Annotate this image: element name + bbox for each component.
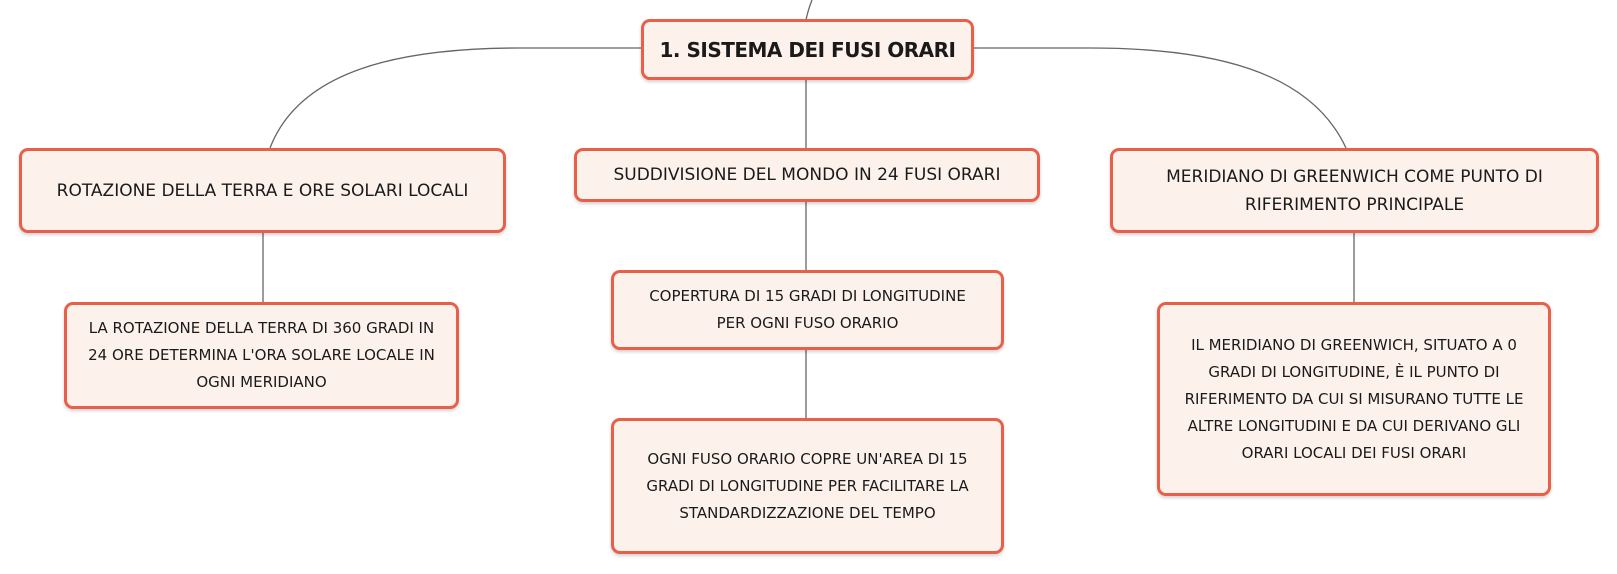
leaf-node-ogni-fuso-orario[interactable]	[611, 418, 1004, 554]
branch-node-rotazione[interactable]	[19, 148, 506, 233]
leaf-node-label: OGNI FUSO ORARIO COPRE UN'AREA DI 15 GRADI DI LONGITUDINE PER FACILITARE LA STANDARDIZZAZIONE DEL TEMPO	[646, 449, 969, 522]
connector-root-parent	[806, 0, 812, 20]
branch-node-label: MERIDIANO DI GREENWICH COME PUNTO DI RIFERIMENTO PRINCIPALE	[1166, 166, 1543, 215]
branch-node-label: ROTAZIONE DELLA TERRA E ORE SOLARI LOCALI	[56, 180, 469, 201]
leaf-node-copertura-15-gradi[interactable]	[611, 270, 1004, 350]
leaf-node-label: COPERTURA DI 15 GRADI DI LONGITUDINE PER OGNI FUSO ORARIO	[649, 287, 966, 332]
root-node-label: 1. SISTEMA DEI FUSI ORARI	[659, 37, 956, 62]
connector-root-branch-1	[270, 48, 641, 148]
leaf-node-label: LA ROTAZIONE DELLA TERRA DI 360 GRADI IN 24 ORE DETERMINA L'ORA SOLARE LOCALE IN OGNI MERIDIANO	[88, 319, 435, 391]
root-node[interactable]	[641, 19, 974, 80]
branch-node-suddivisione[interactable]	[574, 148, 1040, 202]
branch-node-label: SUDDIVISIONE DEL MONDO IN 24 FUSI ORARI	[613, 165, 1001, 185]
leaf-node-meridiano-greenwich[interactable]	[1157, 302, 1551, 496]
leaf-node-rotazione-360[interactable]	[64, 302, 459, 409]
branch-node-meridiano[interactable]	[1110, 148, 1599, 233]
leaf-node-label: IL MERIDIANO DI GREENWICH, SITUATO A 0 GRADI DI LONGITUDINE, È IL PUNTO DI RIFERIMENTO DA CUI SI MISURANO TUTTE LE ALTRE LONGITUDINI E DA CUI DERIVANO GLI ORARI LOCALI DEI FUSI ORARI	[1184, 335, 1524, 462]
connector-root-branch-3	[972, 48, 1346, 148]
